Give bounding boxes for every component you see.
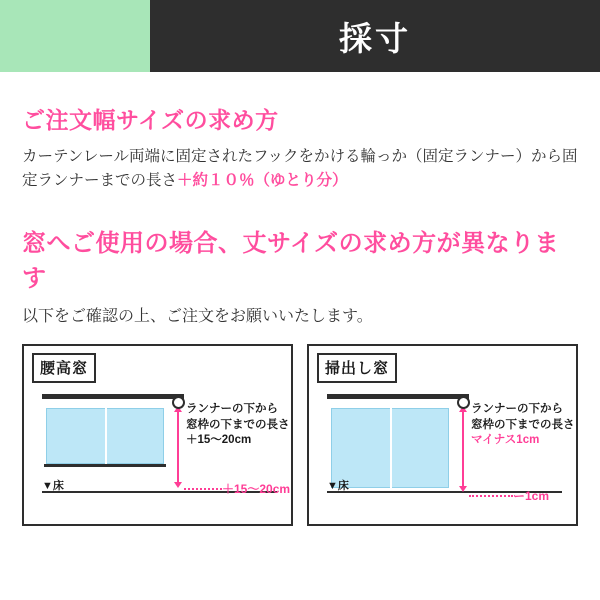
floor-label: ▼床 xyxy=(327,480,349,493)
note-line-3: マイナス1cm xyxy=(471,434,540,447)
section-1-body xyxy=(22,145,578,193)
main-content xyxy=(0,72,600,526)
note-line-1: ランナーの下から xyxy=(471,403,563,416)
measure-arrow-down-icon xyxy=(174,482,182,488)
runner-ring-icon xyxy=(172,396,185,409)
panel-title: 掃出し窓 xyxy=(317,353,397,383)
measure-dotted-line xyxy=(469,495,513,497)
page-header xyxy=(0,0,600,72)
measure-line xyxy=(177,410,179,482)
curtain-rail xyxy=(327,394,469,399)
panel-koshidaka-mado xyxy=(22,344,293,526)
measure-label: ＋15〜20cm xyxy=(222,482,291,497)
measure-dotted-line xyxy=(184,488,222,490)
note-line-2: 窓枠の下までの長さ xyxy=(471,418,575,431)
section-1-body-text: カーテンレール両端に固定されたフックをかける輪っか（固定ランナー）から固定ランナーまでの長さ xyxy=(22,148,578,190)
header-band xyxy=(150,0,600,72)
window-frame-bottom xyxy=(44,464,166,467)
section-2-heading: 窓へご使用の場合、丈サイズの求め方が異なります xyxy=(22,230,560,293)
panel-note xyxy=(471,402,575,449)
note-line-2: 窓枠の下までの長さ xyxy=(186,418,290,431)
panel-note xyxy=(186,402,290,449)
panel-hakidashi-mado xyxy=(307,344,578,526)
section-1-body-highlight: ＋約１０％（ゆとり分） xyxy=(177,172,348,190)
note-line-1: ランナーの下から xyxy=(186,403,278,416)
measure-line xyxy=(462,410,464,486)
floor-label: ▼床 xyxy=(42,480,64,493)
curtain-rail xyxy=(42,394,184,399)
diagram-panels xyxy=(22,344,578,526)
measure-arrow-down-icon xyxy=(459,486,467,492)
window-mullion xyxy=(390,408,392,488)
runner-ring-icon xyxy=(457,396,470,409)
panel-title: 腰高窓 xyxy=(32,353,96,383)
note-line-3: ＋15〜20cm xyxy=(186,434,252,447)
section-2-subtext: 以下をご確認の上、ご注文をお願いいたします。 xyxy=(22,308,373,326)
window-mullion xyxy=(105,408,107,464)
measure-label: ー1cm xyxy=(513,489,550,504)
section-1-heading: ご注文幅サイズの求め方 xyxy=(22,107,279,133)
page-title: 採寸 xyxy=(339,19,411,57)
